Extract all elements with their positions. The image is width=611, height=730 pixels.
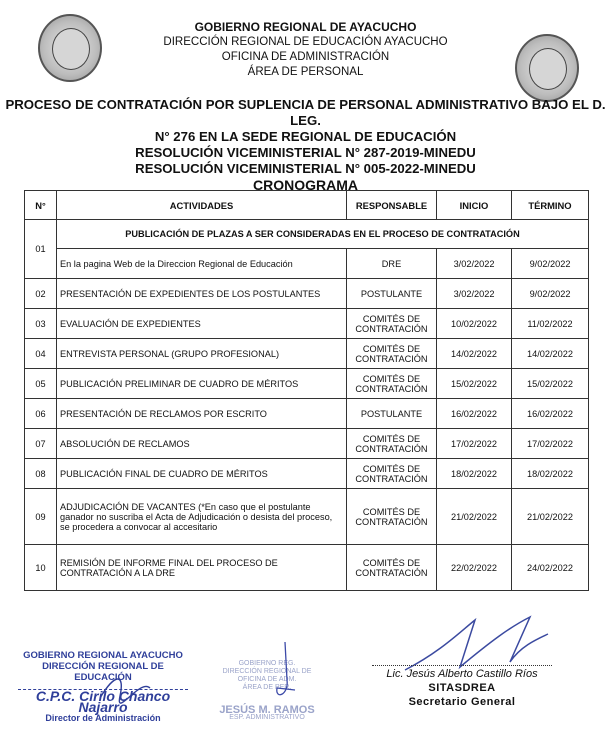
responsible-cell: POSTULANTE [347, 399, 437, 429]
activity-cell: PUBLICACIÓN FINAL DE CUADRO DE MÉRITOS [57, 459, 347, 489]
stamp-left-line-1: GOBIERNO REGIONAL AYACUCHO [23, 650, 183, 661]
stamp-left-line-2: DIRECCIÓN REGIONAL DE EDUCACIÓN [42, 661, 164, 683]
end-cell: 11/02/2022 [512, 309, 589, 339]
responsible-cell: DRE [347, 249, 437, 279]
schedule-table [24, 190, 589, 591]
personnel-signature-icon [265, 640, 305, 705]
activity-cell: EVALUACIÓN DE EXPEDIENTES [57, 309, 347, 339]
table-row [25, 339, 589, 369]
stamp-left-name: C.P.C. Cirilo Chanco Najarro [18, 689, 188, 713]
activity-cell: En la pagina Web de la Direccion Regional de Educación [57, 249, 347, 279]
end-cell: 15/02/2022 [512, 369, 589, 399]
activity-cell: REMISIÓN DE INFORME FINAL DEL PROCESO DE CONTRATACIÓN A LA DRE [57, 545, 347, 591]
end-cell: 21/02/2022 [512, 489, 589, 545]
title-line-3: RESOLUCIÓN VICEMINISTERIAL N° 287-2019-MINEDU [135, 145, 476, 160]
number-cell: 02 [25, 279, 57, 309]
number-cell: 08 [25, 459, 57, 489]
table-row [25, 369, 589, 399]
header-responsible: RESPONSABLE [347, 191, 437, 220]
table-row [25, 279, 589, 309]
start-cell: 22/02/2022 [437, 545, 512, 591]
responsible-cell: COMITÉS DE CONTRATACIÓN [347, 545, 437, 591]
title-line-4: RESOLUCIÓN VICEMINISTERIAL N° 005-2022-MINEDU [135, 161, 476, 176]
secretary-role: Secretario General [408, 696, 516, 708]
header-start: INICIO [437, 191, 512, 220]
number-cell: 05 [25, 369, 57, 399]
secretary-signature-block [372, 665, 552, 709]
activity-cell: PRESENTACIÓN DE EXPEDIENTES DE LOS POSTULANTES [57, 279, 347, 309]
responsible-cell: COMITÉS DE CONTRATACIÓN [347, 429, 437, 459]
end-cell: 24/02/2022 [512, 545, 589, 591]
start-cell: 17/02/2022 [437, 429, 512, 459]
section-row [25, 220, 589, 249]
start-cell: 15/02/2022 [437, 369, 512, 399]
activity-cell: ENTREVISTA PERSONAL (GRUPO PROFESIONAL) [57, 339, 347, 369]
responsible-cell: COMITÉS DE CONTRATACIÓN [347, 489, 437, 545]
table-header-row [25, 191, 589, 220]
stamp-middle-name: JESÚS M. RAMOS [219, 704, 315, 716]
section-number: 01 [25, 220, 57, 279]
header-activities: ACTIVIDADES [57, 191, 347, 220]
document-title [0, 97, 611, 193]
end-cell: 18/02/2022 [512, 459, 589, 489]
section-title: PUBLICACIÓN DE PLAZAS A SER CONSIDERADAS EN EL PROCESO DE CONTRATACIÓN [57, 220, 589, 249]
number-cell: 06 [25, 399, 57, 429]
start-cell: 18/02/2022 [437, 459, 512, 489]
table-row [25, 249, 589, 279]
start-cell: 14/02/2022 [437, 339, 512, 369]
responsible-cell: COMITÉS DE CONTRATACIÓN [347, 339, 437, 369]
responsible-cell: COMITÉS DE CONTRATACIÓN [347, 369, 437, 399]
activity-cell: ADJUDICACIÓN DE VACANTES (*En caso que el postulante ganador no suscriba el Acta de Adjudicación o desista del proceso, se procedera a convocar al accesitario [57, 489, 347, 545]
stamp-middle-line-2: DIRECCIÓN REGIONAL DE [222, 668, 312, 675]
title-line-2: N° 276 EN LA SEDE REGIONAL DE EDUCACIÓN [154, 129, 457, 144]
header-line-2: DIRECCIÓN REGIONAL DE EDUCACIÓN AYACUCHO [163, 36, 448, 48]
number-cell: 09 [25, 489, 57, 545]
stamp-middle-role: ESP. ADMINISTRATIVO [229, 714, 305, 721]
title-line-5: CRONOGRAMA [253, 177, 358, 193]
header-end: TÉRMINO [512, 191, 589, 220]
activity-cell: ABSOLUCIÓN DE RECLAMOS [57, 429, 347, 459]
number-cell: 04 [25, 339, 57, 369]
end-cell: 14/02/2022 [512, 339, 589, 369]
activity-cell: PUBLICACIÓN PRELIMINAR DE CUADRO DE MÉRITOS [57, 369, 347, 399]
stamp-middle-line-3: OFICINA DE ADM. [237, 676, 297, 683]
header-line-3: OFICINA DE ADMINISTRACIÓN [221, 51, 390, 63]
stamp-middle-line-1: GOBIERNO REG. [238, 660, 296, 667]
end-cell: 9/02/2022 [512, 249, 589, 279]
stamp-middle-line-4: ÁREA DE PER. [242, 684, 292, 691]
letterhead [0, 20, 611, 80]
title-line-1: PROCESO DE CONTRATACIÓN POR SUPLENCIA DE PERSONAL ADMINISTRATIVO BAJO EL D. LEG. [5, 97, 606, 128]
director-signature-icon [95, 668, 155, 704]
start-cell: 3/02/2022 [437, 279, 512, 309]
number-cell: 10 [25, 545, 57, 591]
table-row [25, 429, 589, 459]
table-row [25, 309, 589, 339]
table-row [25, 459, 589, 489]
header-line-1: GOBIERNO REGIONAL DE AYACUCHO [194, 20, 417, 34]
secretary-name: Lic. Jesús Alberto Castillo Ríos [372, 665, 552, 681]
responsible-cell: COMITÉS DE CONTRATACIÓN [347, 459, 437, 489]
header-number: N° [25, 191, 57, 220]
start-cell: 16/02/2022 [437, 399, 512, 429]
activity-cell: PRESENTACIÓN DE RECLAMOS POR ESCRITO [57, 399, 347, 429]
number-cell: 07 [25, 429, 57, 459]
start-cell: 21/02/2022 [437, 489, 512, 545]
responsible-cell: POSTULANTE [347, 279, 437, 309]
number-cell: 03 [25, 309, 57, 339]
table-row [25, 545, 589, 591]
stamp-left-role: Director de Administración [45, 713, 161, 723]
table-row [25, 489, 589, 545]
start-cell: 3/02/2022 [437, 249, 512, 279]
start-cell: 10/02/2022 [437, 309, 512, 339]
end-cell: 17/02/2022 [512, 429, 589, 459]
end-cell: 9/02/2022 [512, 279, 589, 309]
end-cell: 16/02/2022 [512, 399, 589, 429]
secretary-org: SITASDREA [428, 682, 496, 694]
header-line-4: ÁREA DE PERSONAL [247, 66, 364, 78]
responsible-cell: COMITÉS DE CONTRATACIÓN [347, 309, 437, 339]
table-row [25, 399, 589, 429]
